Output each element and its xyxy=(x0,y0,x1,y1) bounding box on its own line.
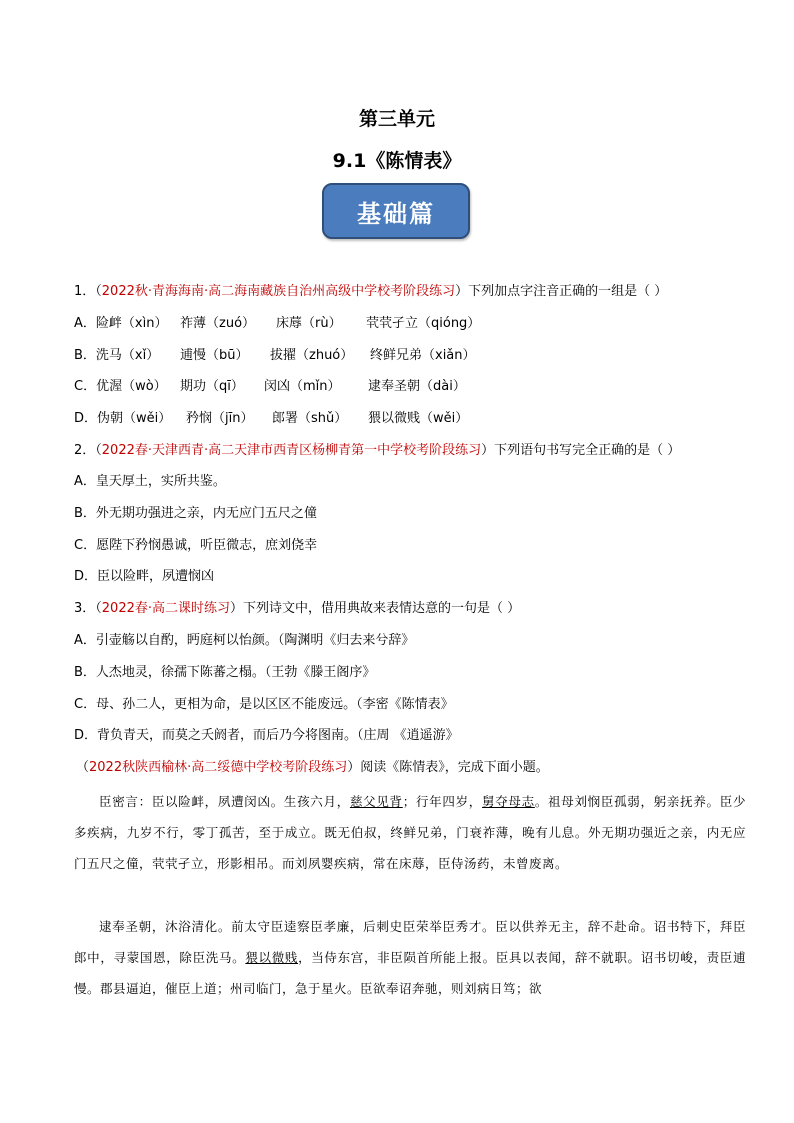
level-badge: 基础篇 xyxy=(322,183,470,239)
passage-paragraph-1: 臣密言：臣以险衅，夙遭闵凶。生孩六月，慈父见背；行年四岁，舅夺母志。祖母刘悯臣孤弱，躬亲抚养。臣少多疾病，九岁不行，零丁孤苦，至于成立。既无伯叔，终鲜兄弟，门衰祚薄，晚有儿息。外无期功强近之亲，内无应门五尺之僮，茕茕孑立，形影相吊。而刘夙婴疾病，常在床蓐，臣侍汤药，未曾废离。 xyxy=(74,794,746,871)
question-3-option-b: B．人杰地灵，徐孺下陈蕃之榻。（王勃《滕王阁序》 xyxy=(74,665,376,680)
question-1-option-b: B．洗马（xǐ） 逋慢（bū） 拔擢（zhuó） 终鲜兄弟（xiǎn） xyxy=(74,348,476,363)
question-1-option-c: C．优渥（wò） 期功（qī） 闵凶（mǐn） 逮奉圣朝（dài） xyxy=(74,379,466,394)
question-1-option-d: D．伪朝（wěi） 矜悯（jīn） 郎署（shǔ） 猥以微贱（wěi） xyxy=(74,411,469,426)
reading-instruction: （2022秋陕西榆林·高二绥德中学校考阶段练习）阅读《陈情表》，完成下面小题。 xyxy=(76,760,549,775)
question-3-option-d: D．背负青天，而莫之夭阏者，而后乃今将图南。（庄周 《逍遥游》 xyxy=(74,728,459,743)
lesson-title: 9.1《陈情表》 xyxy=(332,150,462,172)
underlined-phrase: 舅夺母志 xyxy=(482,794,535,809)
question-3-option-a: A．引壶觞以自酌，眄庭柯以怡颜。（陶渊明《归去来兮辞》 xyxy=(74,633,415,648)
question-1-source: 2022秋·青海海南·高二海南藏族自治州高级中学校考阶段练习 xyxy=(101,284,456,299)
question-2-stem: 2．（2022春·天津西青·高二天津市西青区杨柳青第一中学校考阶段练习）下列语句书写完全正确的是（ ） xyxy=(74,443,681,458)
question-2-option-c: C．愿陛下矜悯愚诚，听臣微志，庶刘侥幸 xyxy=(74,538,318,553)
question-2-option-b: B．外无期功强进之亲，内无应门五尺之僮 xyxy=(74,506,317,521)
question-1-option-a: A．险衅（xìn） 祚薄（zuó） 床蓐（rù） 茕茕孑立（qióng） xyxy=(74,316,481,331)
reading-source: 2022秋陕西榆林·高二绥德中学校考阶段练习 xyxy=(89,760,348,775)
question-3-stem: 3．（2022春·高二课时练习）下列诗文中，借用典故来表情达意的一句是（ ） xyxy=(74,601,521,616)
question-3-option-c: C．母、孙二人，更相为命，是以区区不能废远。（李密《陈情表》 xyxy=(74,697,454,712)
question-2-source: 2022春·天津西青·高二天津市西青区杨柳青第一中学校考阶段练习 xyxy=(101,443,482,458)
question-2-option-a: A．皇天厚土，实所共鉴。 xyxy=(74,474,226,489)
question-1-stem: 1．（2022秋·青海海南·高二海南藏族自治州高级中学校考阶段练习）下列加点字注音正确的一组是（ ） xyxy=(74,284,668,299)
underlined-phrase: 猥以微贱 xyxy=(245,950,299,965)
question-3-source: 2022春·高二课时练习 xyxy=(101,601,230,616)
question-2-option-d: D．臣以险畔，夙遭悯凶 xyxy=(74,569,215,584)
passage-paragraph-2: 逮奉圣朝，沐浴清化。前太守臣逵察臣孝廉，后刺史臣荣举臣秀才。臣以供养无主，辞不赴命。诏书特下，拜臣郎中，寻蒙国恩，除臣洗马。猥以微贱，当侍东宫，非臣陨首所能上报。臣具以表闻，辞不就职。诏书切峻，责臣逋慢。郡县逼迫，催臣上道；州司临门，急于星火。臣欲奉诏奔驰，则刘病日笃；欲 xyxy=(74,919,746,996)
underlined-phrase: 慈父见背 xyxy=(349,794,403,809)
unit-title: 第三单元 xyxy=(358,108,435,130)
